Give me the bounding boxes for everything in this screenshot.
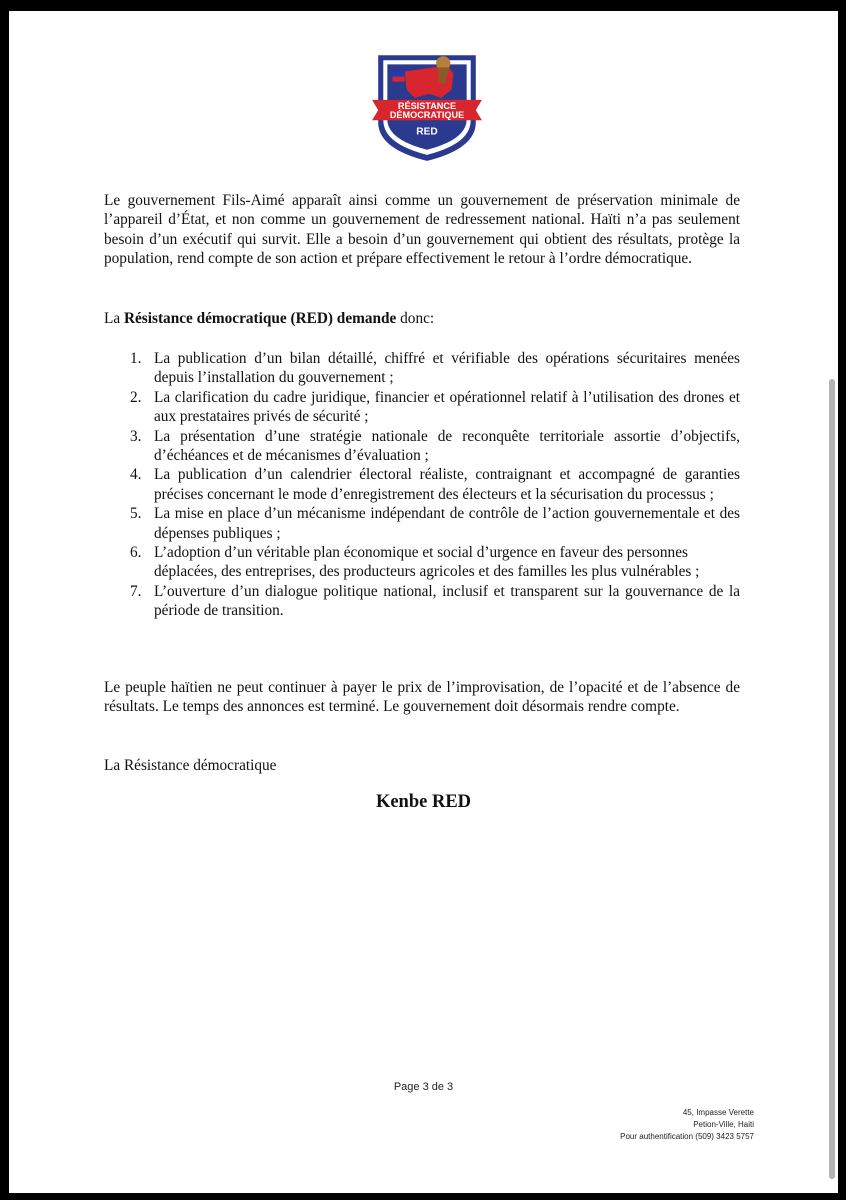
list-item — [104, 465, 740, 504]
list-item — [104, 543, 740, 582]
list-item — [104, 388, 740, 427]
footer-auth-phone: Pour authentification (509) 3423 5757 — [620, 1132, 754, 1141]
list-item-text: La publication d’un calendrier électoral réaliste, contraignant et accompagné de garanties précises concernant le mode d’enregistrement des électeurs et la sécurisation du processus ; — [154, 466, 740, 503]
list-item-number: 6. — [130, 544, 142, 562]
closing-paragraph: Le peuple haïtien ne peut continuer à payer le prix de l’improvisation, de l’opacité et de l’absence de résultats. Le temps des annonces est terminé. Le gouvernement doit désormais rendre compte. — [104, 679, 740, 716]
demand-paragraph — [104, 309, 740, 328]
list-item — [104, 582, 740, 621]
footer-address-line1: 45, Impasse Verette — [682, 1108, 754, 1117]
list-item-number: 2. — [130, 388, 142, 406]
logo-text-resistance: RÉSISTANCE — [397, 101, 457, 112]
scrollbar[interactable] — [829, 379, 835, 1179]
list-item-text: L’ouverture d’un dialogue politique national, inclusif et transparent sur la gouvernance de la période de transition. — [154, 582, 740, 620]
demands-list — [104, 349, 740, 621]
document-page — [9, 11, 838, 1193]
list-item-number: 1. — [130, 350, 142, 367]
footer-address-line2: Petion-Ville, Haiti — [693, 1120, 754, 1129]
list-item — [104, 349, 740, 388]
motto: Kenbe RED — [375, 792, 472, 812]
list-item-number: 7. — [130, 582, 142, 600]
logo-text-red: RED — [416, 126, 438, 138]
list-item-text: L’adoption d’un véritable plan économique et social d’urgence en faveur des personnes déplacées, des entreprises, des producteurs agricoles et des familles les plus vulnérables ; — [154, 544, 700, 581]
list-item-number: 3. — [130, 427, 142, 445]
footer-address — [620, 1107, 754, 1143]
signature: La Résistance démocratique — [104, 757, 277, 774]
list-item-text: La publication d’un bilan détaillé, chiffré et vérifiable des opérations sécuritaires menées depuis l’installation du gouvernement ; — [154, 350, 740, 387]
list-item — [104, 504, 740, 543]
demand-suffix: donc: — [400, 310, 435, 327]
list-item-text: La présentation d’une stratégie nationale de reconquête territoriale assortie d’objectifs, d’échéances et de mécanismes d’évaluation ; — [154, 427, 740, 465]
logo-text-democratique: DÉMOCRATIQUE — [389, 110, 465, 121]
list-item-number: 5. — [130, 505, 142, 523]
page-number: Page 3 de 3 — [393, 1081, 454, 1093]
list-item — [104, 427, 740, 466]
list-item-text: La clarification du cadre juridique, financier et opérationnel relatif à l’utilisation des drones et aux prestataires privés de sécurité ; — [154, 388, 740, 426]
list-item-text: La mise en place d’un mécanisme indépendant de contrôle de l’action gouvernementale et des dépenses publiques ; — [154, 505, 740, 542]
intro-paragraph: Le gouvernement Fils-Aimé apparaît ainsi comme un gouvernement de préservation minimale de l’appareil d’État, et non comme un gouvernement de redressement national. Haïti n’a pas seulement besoin d’un exécutif qui survit. Elle a besoin d’un gouvernement qui obtient des résultats, protège la population, rend compte de son action et prépare effectivement le retour à l’ordre démocratique. — [104, 192, 740, 268]
demand-prefix: La — [104, 310, 121, 327]
list-item-number: 4. — [130, 466, 142, 484]
red-party-logo — [366, 43, 488, 165]
demand-bold: Résistance démocratique (RED) demande — [123, 310, 397, 327]
